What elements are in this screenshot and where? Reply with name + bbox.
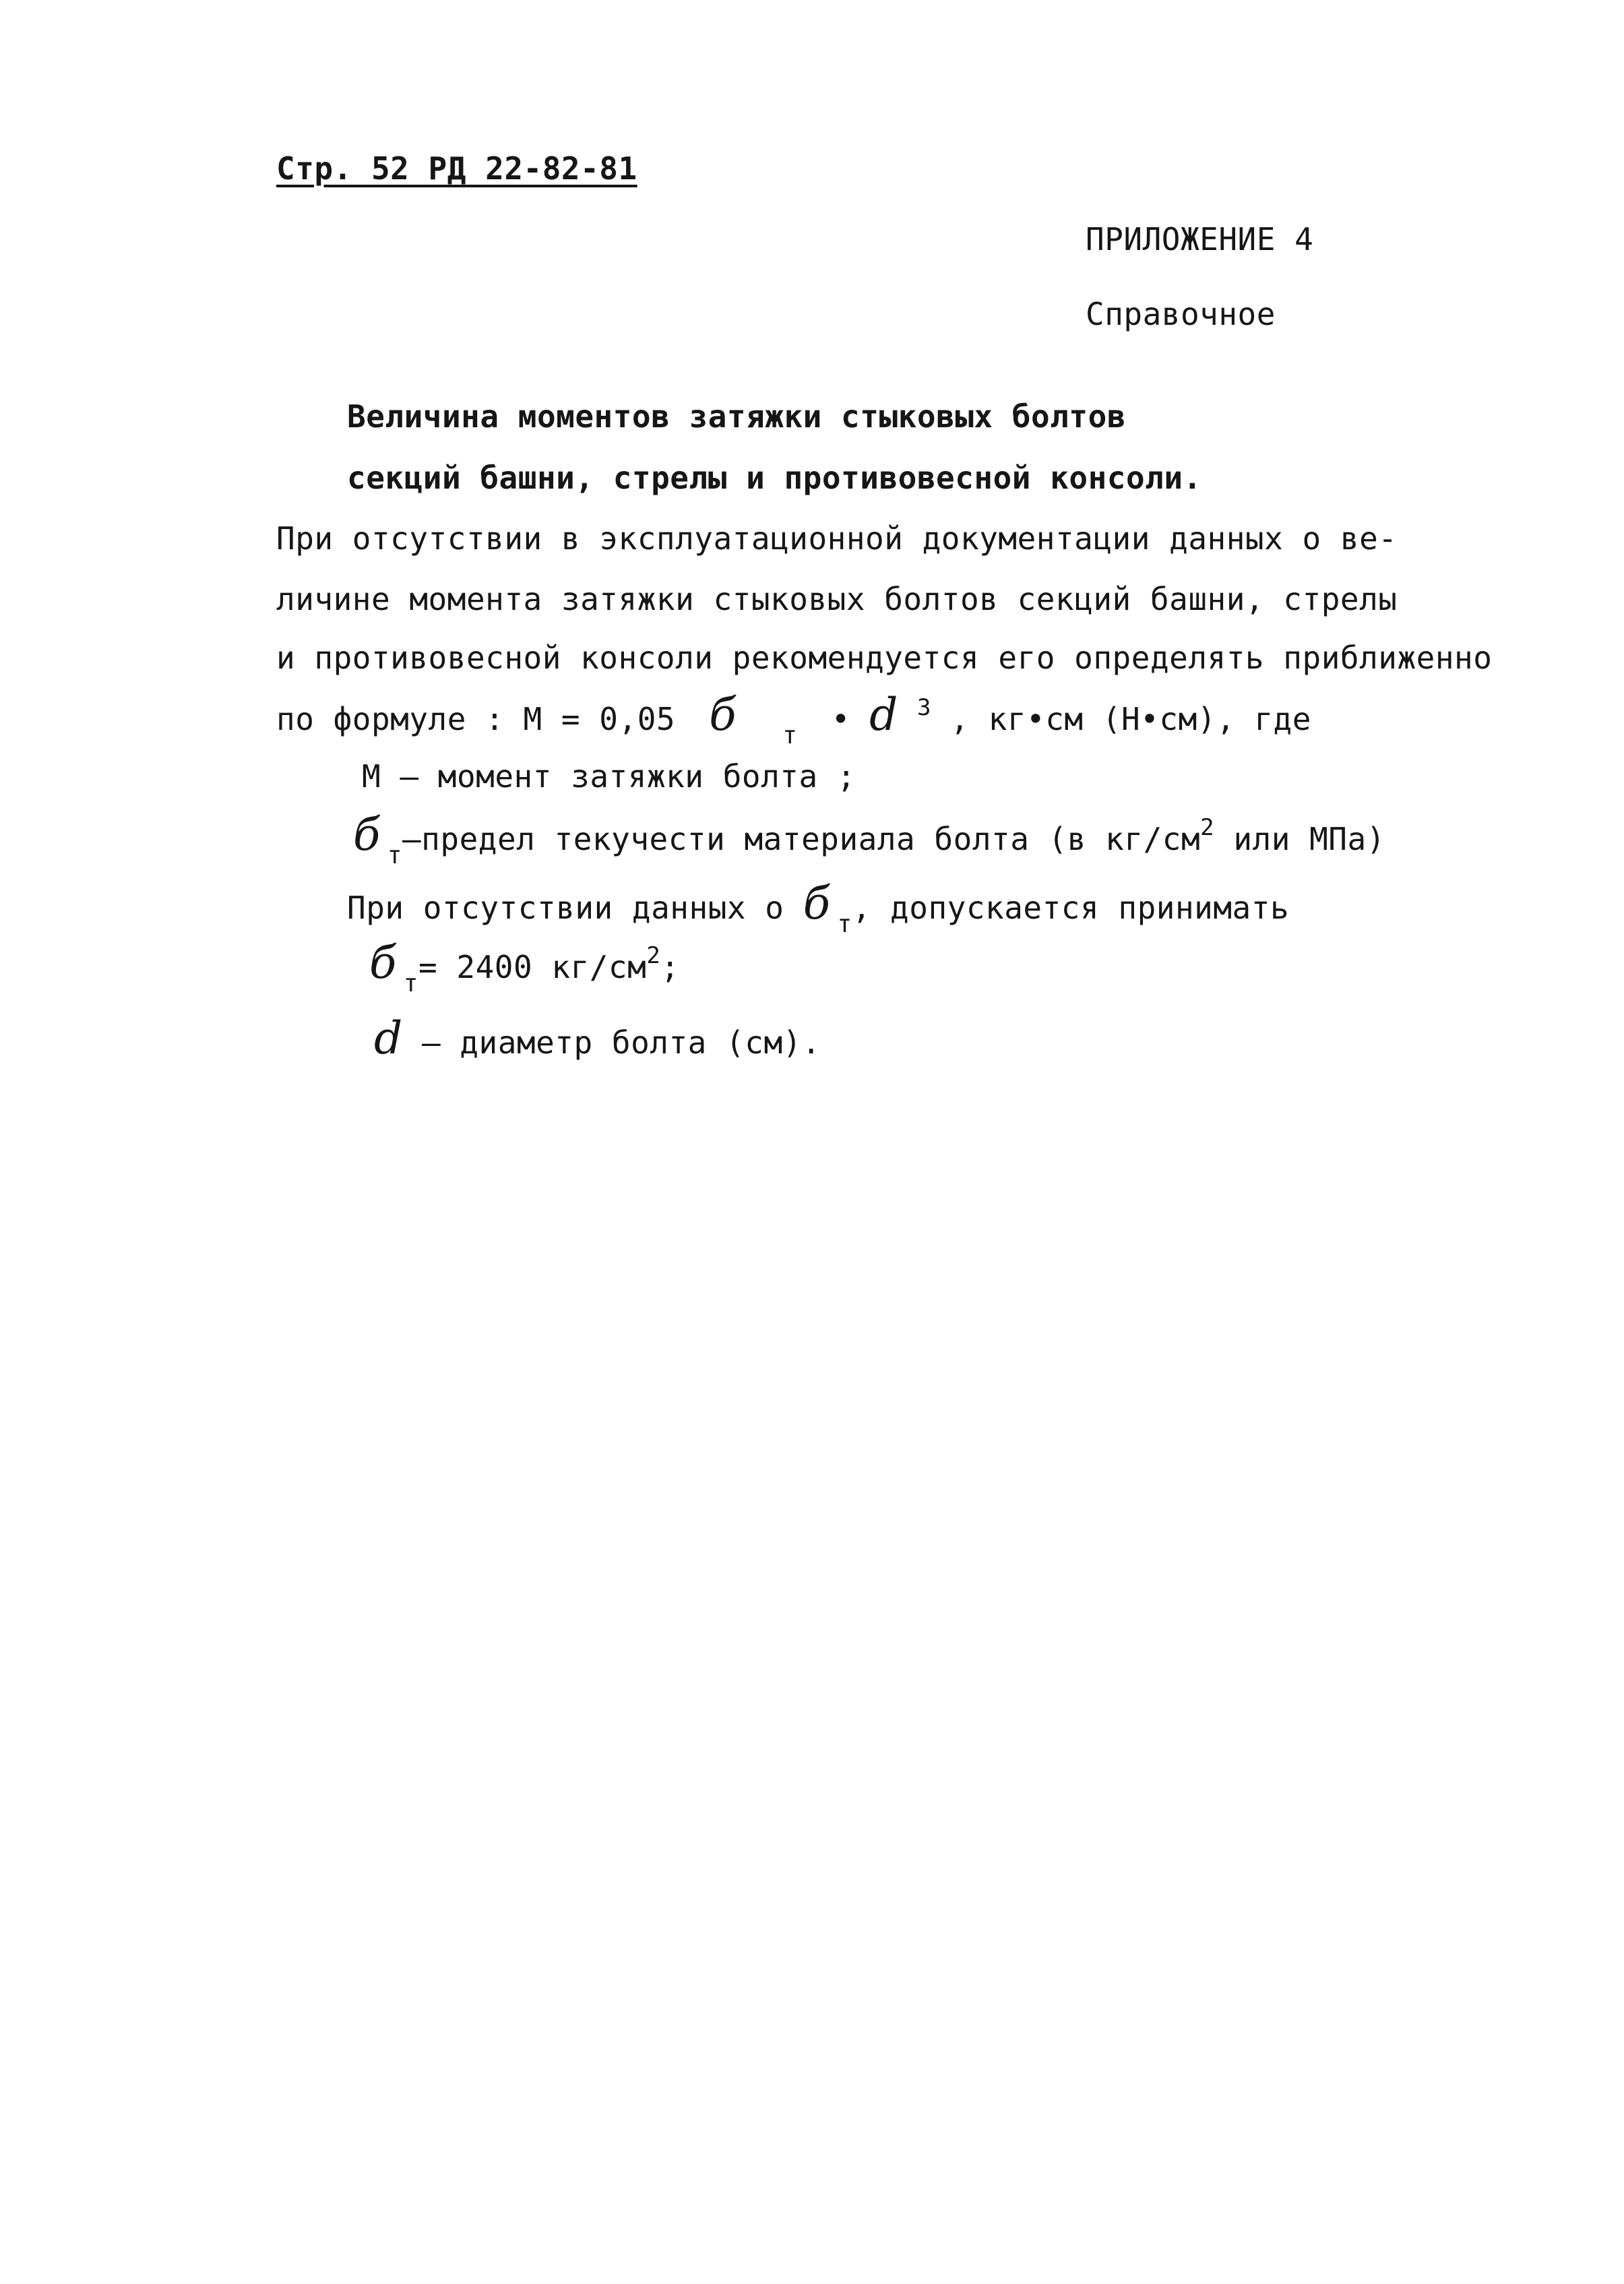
sigma-subscript: т <box>837 910 852 938</box>
default-value <box>369 937 680 997</box>
definition-diameter <box>374 1012 821 1064</box>
page-reference: Стр. 52 РД 22-82-81 <box>276 150 637 187</box>
square-exponent: 2 <box>1200 814 1215 841</box>
body-line-2: личине момента затяжки стыковых болтов секций башни, стрелы <box>276 581 1398 617</box>
formula-suffix: , кг•см (Н•см), где <box>950 701 1311 737</box>
cube-exponent: 3 <box>917 694 932 721</box>
formula-prefix: по формуле : М = 0,05 <box>276 701 676 737</box>
yield-strength-text: –предел текучести материала болта (в кг/см <box>402 821 1201 857</box>
formula-line <box>276 689 1311 749</box>
document-title-line-2: секций башни, стрелы и противовесной консоли. <box>347 460 1202 496</box>
appendix-type: Справочное <box>1086 296 1276 332</box>
default-value-text: = 2400 кг/см <box>418 949 647 985</box>
definition-moment: М – момент затяжки болта ; <box>362 758 856 795</box>
sigma-subscript: т <box>403 970 418 997</box>
multiply-dot: • <box>831 701 850 737</box>
diameter-text: – диаметр болта (см). <box>402 1024 821 1061</box>
diameter-symbol: d <box>869 689 898 741</box>
document-title-line-1: Величина моментов затяжки стыковых болтов <box>347 398 1126 435</box>
sigma-symbol: б <box>709 689 737 741</box>
sigma-subscript: т <box>387 842 402 869</box>
sigma-subscript: т <box>782 722 798 749</box>
default-value-end: ; <box>660 949 680 985</box>
absent-data-end: , допускается принимать <box>852 890 1290 926</box>
diameter-symbol: d <box>374 1012 403 1064</box>
body-line-3: и противовесной консоли рекомендуется его определять приближенно <box>276 640 1493 676</box>
sigma-symbol: б <box>369 937 397 989</box>
appendix-title: ПРИЛОЖЕНИЕ 4 <box>1086 221 1314 257</box>
square-exponent: 2 <box>646 942 661 969</box>
absent-data-note <box>347 877 1290 938</box>
sigma-symbol: б <box>353 809 381 861</box>
sigma-symbol: б <box>803 877 831 929</box>
yield-strength-units: или МПа) <box>1214 821 1385 857</box>
absent-data-text: При отсутствии данных о <box>347 890 784 926</box>
body-line-1: При отсутствии в эксплуатационной документации данных о ве- <box>276 520 1398 557</box>
definition-yield-strength <box>353 809 1385 869</box>
